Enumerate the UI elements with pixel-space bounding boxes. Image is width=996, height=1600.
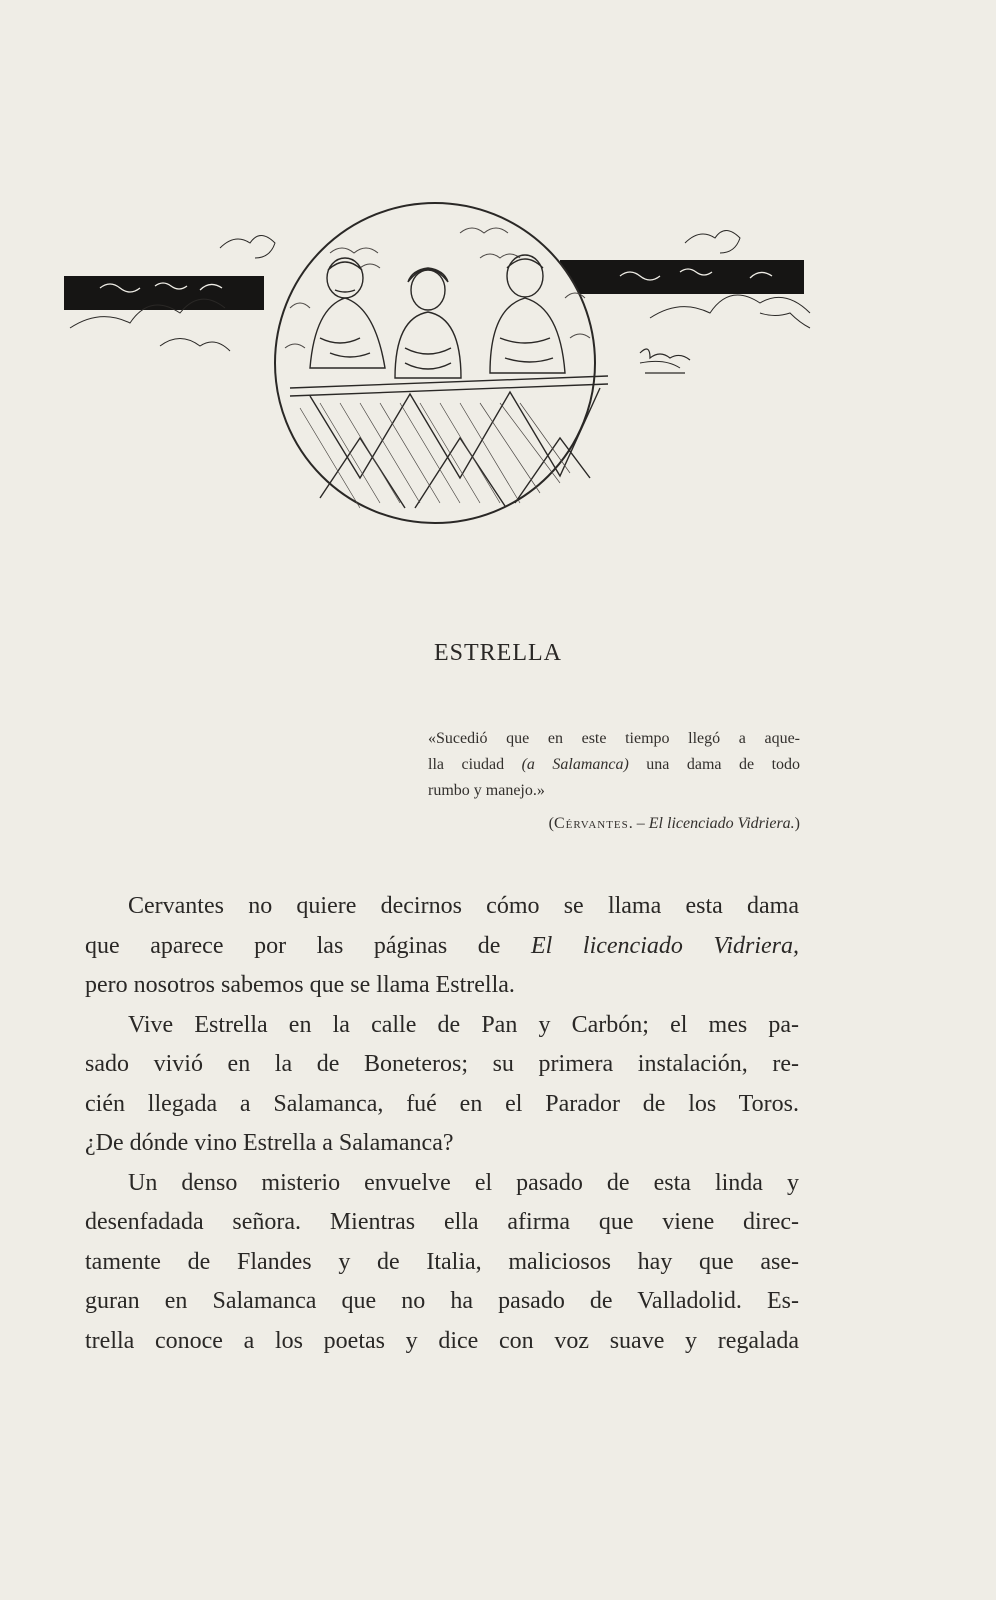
body-line: desenfadada señora. Mientras ella afirma que viene direc-: [85, 1209, 799, 1235]
body-line: sado vivió en la de Boneteros; su primera instalación, re-: [85, 1051, 799, 1077]
epigraph-line: «Sucedió que en este tiempo llegó a aque-: [428, 730, 800, 747]
body-line: que aparece por las páginas de El licenciado Vidriera,: [85, 932, 799, 959]
body-line: ¿De dónde vino Estrella a Salamanca?: [85, 1130, 454, 1156]
epigraph-source: (Cérvantes. – El licenciado Vidriera.): [548, 815, 800, 832]
epigraph-line: lla ciudad (a Salamanca) una dama de todo: [428, 756, 801, 773]
body-line: trella conoce a los poetas y dice con voz suave y regalada: [85, 1327, 799, 1354]
body-line: Un denso misterio envuelve el pasado de esta linda y: [128, 1169, 799, 1196]
body-line: pero nosotros sabemos que se llama Estrella.: [85, 972, 515, 998]
body-line: Cervantes no quiere decirnos cómo se llama esta dama: [128, 893, 799, 919]
body-line: tamente de Flandes y de Italia, maliciosos hay que ase-: [85, 1248, 799, 1275]
chapter-title: ESTRELLA: [434, 640, 562, 666]
body-line: Vive Estrella en la calle de Pan y Carbón; el mes pa-: [128, 1011, 799, 1038]
epigraph-line: rumbo y manejo.»: [428, 782, 545, 799]
header-illustration: [60, 198, 830, 543]
body-line: cién llegada a Salamanca, fué en el Parador de los Toros.: [85, 1090, 799, 1117]
body-line: guran en Salamanca que no ha pasado de Valladolid. Es-: [85, 1288, 799, 1314]
epigraph: [428, 726, 800, 804]
body-text: [85, 887, 799, 1361]
